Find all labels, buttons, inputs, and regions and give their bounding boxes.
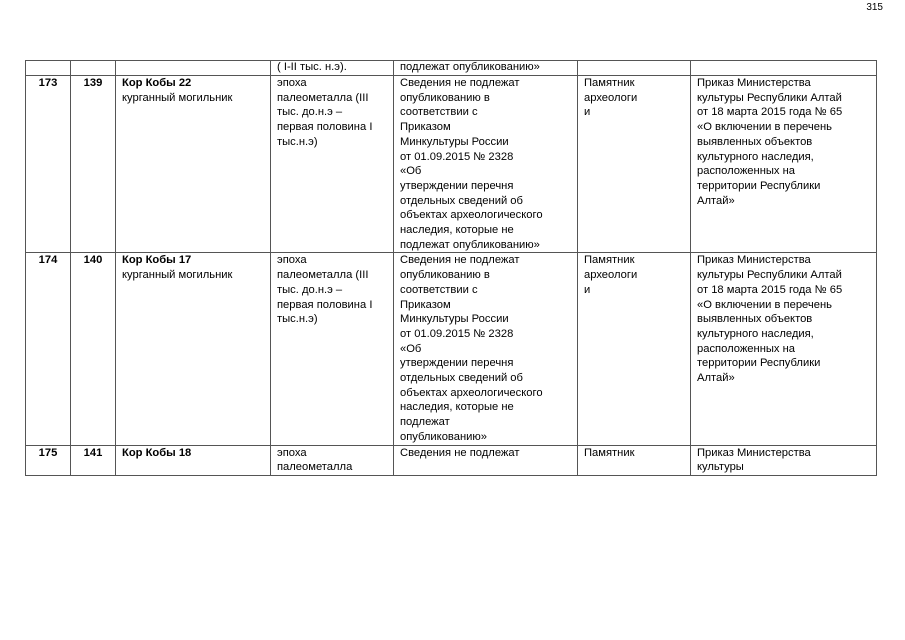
category-line: Памятник: [584, 446, 635, 459]
table-row: [26, 445, 877, 475]
document-line: культуры Республики Алтай: [697, 269, 842, 282]
period-line: эпоха: [277, 254, 307, 267]
info-line: от 01.09.2015 № 2328: [400, 327, 514, 340]
info-line: Приказом: [400, 121, 451, 134]
info-line: Приказом: [400, 298, 451, 311]
cell-reg-no: [71, 61, 116, 76]
document-line: выявленных объектов: [697, 135, 813, 148]
document-line: территории Республики: [697, 179, 821, 192]
heritage-registry-table: [25, 60, 877, 476]
category-line: Памятник: [584, 77, 635, 89]
document-line: культурного наследия,: [697, 150, 814, 163]
document-line: Приказ Министерства: [697, 446, 811, 459]
table-row: [26, 76, 877, 253]
cell-period: [271, 253, 394, 445]
info-line: Сведения не подлежат: [400, 254, 520, 267]
cell-no: [26, 61, 71, 76]
cell-document: [691, 76, 877, 253]
object-type: курганный могильник: [122, 91, 233, 104]
category-line: археологи: [584, 269, 638, 282]
period-line: эпоха: [277, 77, 307, 89]
document-line: Алтай»: [697, 372, 735, 385]
category-line: и: [584, 283, 591, 296]
info-line: наследия, которые не: [400, 401, 514, 414]
table-row: [26, 253, 877, 445]
period-line: тыс. до.н.э –: [277, 106, 343, 119]
period-line: палеометалла: [277, 461, 353, 474]
cell-period: [271, 445, 394, 475]
info-line: опубликованию в: [400, 91, 490, 104]
cell-name: [116, 445, 271, 475]
object-name: Кор Кобы 22: [122, 77, 192, 89]
info-line: Сведения не подлежат: [400, 446, 520, 459]
continuation-row: [26, 61, 877, 76]
document-line: Приказ Министерства: [697, 254, 811, 267]
period-line: тыс.н.э): [277, 135, 318, 148]
document-line: от 18 марта 2015 года № 65: [697, 283, 843, 296]
cell-category: [578, 76, 691, 253]
document-line: расположенных на: [697, 342, 796, 355]
cell-info: [394, 253, 578, 445]
info-line: от 01.09.2015 № 2328: [400, 150, 514, 163]
info-line: «Об: [400, 165, 422, 178]
cell-category: [578, 445, 691, 475]
info-line: опубликованию в: [400, 269, 490, 282]
info-line: подлежат: [400, 416, 450, 429]
cell-category: [578, 61, 691, 76]
period-line: палеометалла (III: [277, 269, 369, 282]
cell-name: [116, 76, 271, 253]
object-name: Кор Кобы 18: [122, 446, 192, 459]
table-body: [26, 61, 877, 476]
period-line: тыс. до.н.э –: [277, 283, 343, 296]
document-line: территории Республики: [697, 357, 821, 370]
category-line: и: [584, 106, 591, 119]
info-line: опубликованию»: [400, 430, 488, 443]
cell-name: [116, 61, 271, 76]
cell-info: [394, 445, 578, 475]
period-line: палеометалла (III: [277, 91, 369, 104]
info-line: отдельных сведений об: [400, 194, 523, 207]
cell-reg-no: 140: [71, 253, 116, 445]
cell-reg-no: 141: [71, 445, 116, 475]
document-line: культуры Республики Алтай: [697, 91, 842, 104]
category-line: археологи: [584, 91, 638, 104]
period-line: первая половина I: [277, 121, 373, 134]
document-line: Приказ Министерства: [697, 77, 811, 89]
cell-no: 173: [26, 76, 71, 253]
info-line: утверждении перечня: [400, 179, 514, 192]
cell-info: подлежат опубликованию»: [394, 61, 578, 76]
info-line: соответствии с: [400, 283, 478, 296]
info-line: Сведения не подлежат: [400, 77, 520, 89]
document-line: «О включении в перечень: [697, 298, 832, 311]
object-type: курганный могильник: [122, 269, 233, 282]
info-line: Минкультуры России: [400, 135, 509, 148]
document-line: расположенных на: [697, 165, 796, 178]
period-line: тыс.н.э): [277, 313, 318, 326]
cell-info: [394, 76, 578, 253]
cell-category: [578, 253, 691, 445]
page-number: 315: [866, 2, 883, 13]
document-line: культуры: [697, 461, 744, 474]
cell-document: [691, 445, 877, 475]
cell-name: [116, 253, 271, 445]
info-line: объектах археологического: [400, 386, 543, 399]
info-line: соответствии с: [400, 106, 478, 119]
cell-no: 175: [26, 445, 71, 475]
period-line: первая половина I: [277, 298, 373, 311]
document-line: от 18 марта 2015 года № 65: [697, 106, 843, 119]
cell-document: [691, 61, 877, 76]
document-line: «О включении в перечень: [697, 121, 832, 134]
cell-reg-no: 139: [71, 76, 116, 253]
info-line: наследия, которые не: [400, 224, 514, 237]
object-name: Кор Кобы 17: [122, 254, 192, 267]
info-line: отдельных сведений об: [400, 372, 523, 385]
document-line: Алтай»: [697, 194, 735, 207]
cell-period: ( I-II тыс. н.э).: [271, 61, 394, 76]
info-line: подлежат опубликованию»: [400, 238, 540, 251]
cell-no: 174: [26, 253, 71, 445]
document-line: выявленных объектов: [697, 313, 813, 326]
document-line: культурного наследия,: [697, 327, 814, 340]
info-line: Минкультуры России: [400, 313, 509, 326]
cell-period: [271, 76, 394, 253]
info-line: утверждении перечня: [400, 357, 514, 370]
period-line: эпоха: [277, 446, 307, 459]
category-line: Памятник: [584, 254, 635, 267]
info-line: объектах археологического: [400, 209, 543, 222]
info-line: «Об: [400, 342, 422, 355]
cell-document: [691, 253, 877, 445]
